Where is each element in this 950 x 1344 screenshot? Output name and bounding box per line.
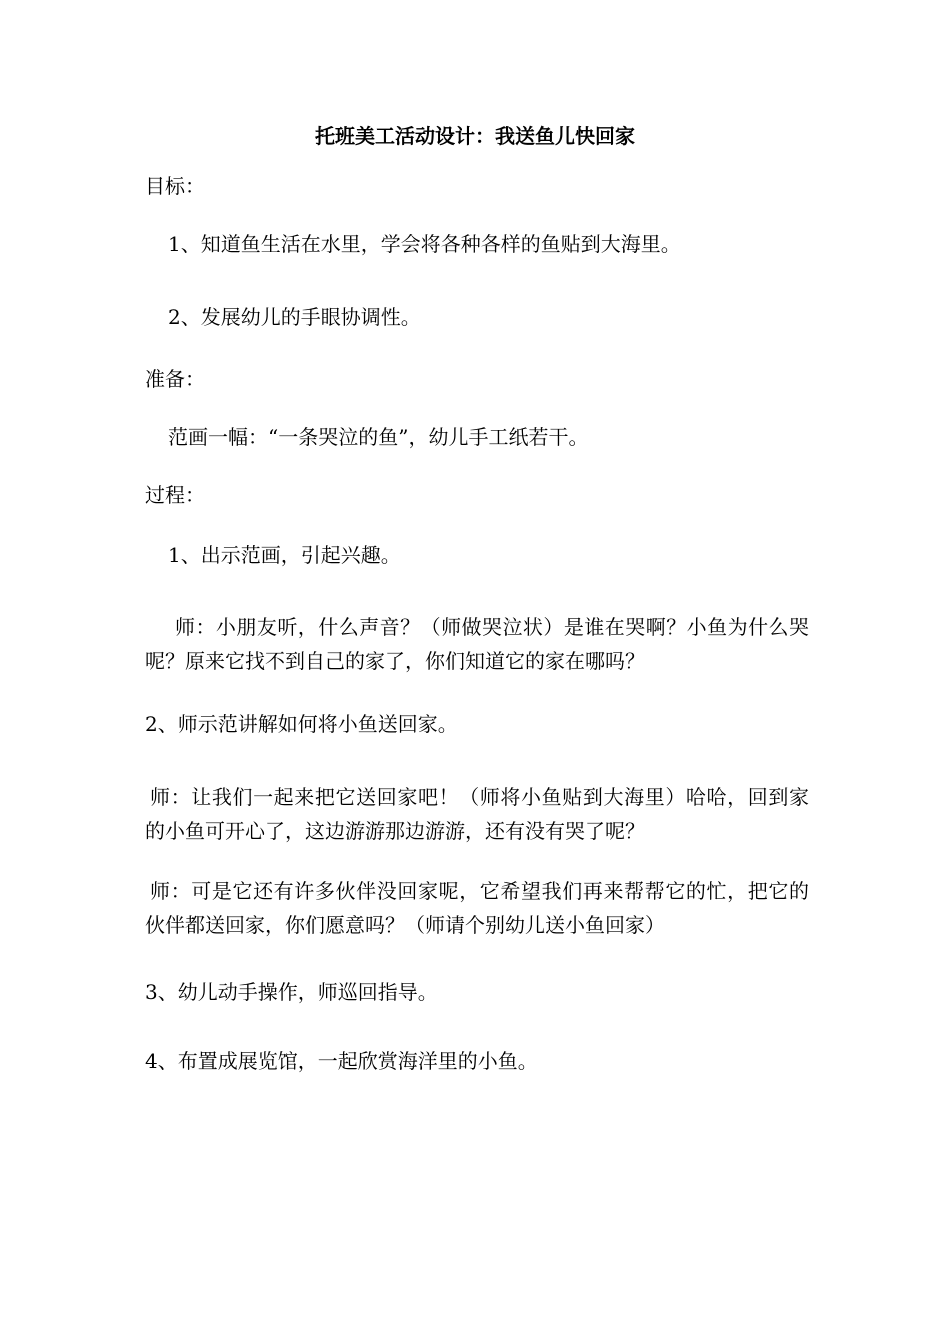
document-title: 托班美工活动设计：我送鱼儿快回家 [315,124,635,148]
teacher-dialogue-1: 师：小朋友听，什么声音？（师做哭泣状）是谁在哭啊？小鱼为什么哭呢？原来它找不到自己的家了，你们知道它的家在哪吗？ [145,615,809,673]
goal-item-2: 2、发展幼儿的手眼协调性。 [168,305,421,329]
teacher-dialogue-2: 师：让我们一起来把它送回家吧！（师将小鱼贴到大海里）哈哈，回到家的小鱼可开心了，这边游游那边游游，还有没有哭了呢？ [145,785,809,843]
process-step-4: 4、布置成展览馆，一起欣赏海洋里的小鱼。 [145,1049,538,1073]
process-step-3: 3、幼儿动手操作，师巡回指导。 [145,980,438,1004]
goals-heading: 目标： [145,174,205,198]
goal-item-1: 1、知道鱼生活在水里，学会将各种各样的鱼贴到大海里。 [168,232,681,256]
process-step-1: 1、出示范画，引起兴趣。 [168,543,401,567]
teacher-dialogue-3: 师：可是它还有许多伙伴没回家呢，它希望我们再来帮帮它的忙，把它的伙伴都送回家，你们愿意吗？（师请个别幼儿送小鱼回家） [145,879,809,937]
prep-heading: 准备： [145,367,205,391]
process-step-2: 2、师示范讲解如何将小鱼送回家。 [145,712,458,736]
process-heading: 过程： [145,483,205,507]
prep-text: 范画一幅：“一条哭泣的鱼”，幼儿手工纸若干。 [168,425,589,449]
